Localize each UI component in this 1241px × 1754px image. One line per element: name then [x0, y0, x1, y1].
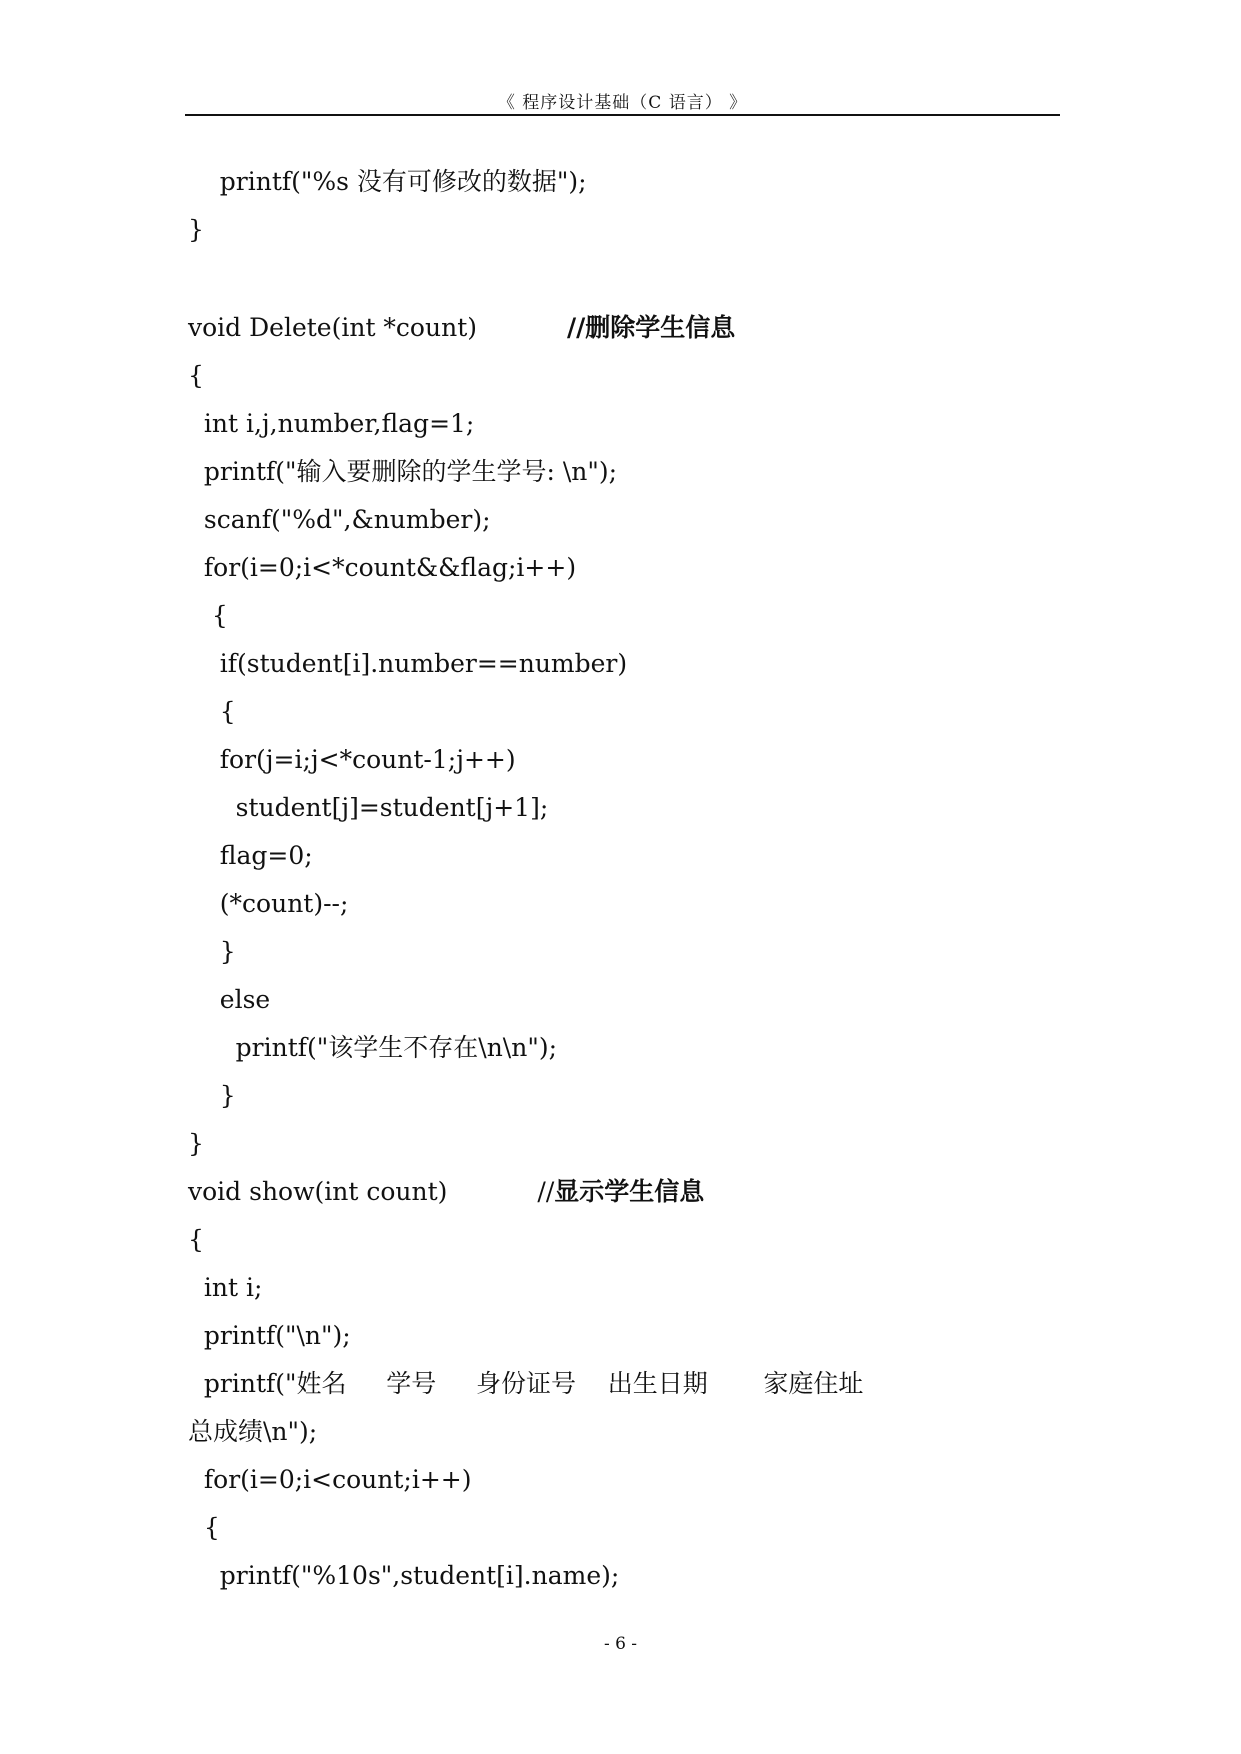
function-signature: void Delete(int *count): [188, 313, 477, 342]
code-line: {: [188, 1225, 204, 1254]
code-line: flag=0;: [188, 841, 313, 870]
running-header: 《 程序设计基础（C 语言） 》: [497, 93, 748, 113]
code-listing: [188, 158, 1068, 1600]
code-line: {: [188, 697, 236, 726]
code-line: {: [188, 1513, 220, 1542]
code-line-show-signature: [188, 1168, 1068, 1216]
code-line: int i,j,number,flag=1;: [188, 409, 475, 438]
code-line-delete-signature: [188, 304, 1068, 352]
code-comment: //删除学生信息: [567, 313, 736, 342]
function-signature: void show(int count): [188, 1177, 448, 1206]
code-line: }: [188, 1129, 204, 1158]
code-line: }: [188, 215, 204, 244]
code-line: (*count)--;: [188, 889, 349, 918]
code-line: else: [188, 985, 271, 1014]
code-line: for(j=i;j<*count-1;j++): [188, 745, 516, 774]
page-number: - 6 -: [603, 1634, 638, 1654]
code-comment: 显示学生信息: [554, 1177, 705, 1206]
code-line: 总成绩\n");: [188, 1417, 318, 1446]
code-line: scanf("%d",&number);: [188, 505, 491, 534]
code-line: {: [188, 361, 204, 390]
code-line: printf("输入要删除的学生学号: \n");: [188, 457, 618, 486]
code-line: printf("该学生不存在\n\n");: [188, 1033, 558, 1062]
header-rule: [185, 114, 1060, 116]
code-line: printf("%10s",student[i].name);: [188, 1561, 620, 1590]
code-line: if(student[i].number==number): [188, 649, 628, 678]
code-comment-prefix: //: [537, 1177, 555, 1206]
code-line: printf("%s 没有可修改的数据");: [188, 167, 587, 196]
code-line: {: [188, 601, 228, 630]
code-line: }: [188, 1081, 236, 1110]
code-line: for(i=0;i<count;i++): [188, 1465, 472, 1494]
code-line: int i;: [188, 1273, 263, 1302]
code-line: student[j]=student[j+1];: [188, 793, 549, 822]
blank-line: [188, 254, 1068, 304]
code-line: for(i=0;i<*count&&flag;i++): [188, 553, 577, 582]
code-line: printf("\n");: [188, 1321, 351, 1350]
code-line: }: [188, 937, 236, 966]
code-line: printf("姓名 学号 身份证号 出生日期 家庭住址: [188, 1369, 864, 1398]
